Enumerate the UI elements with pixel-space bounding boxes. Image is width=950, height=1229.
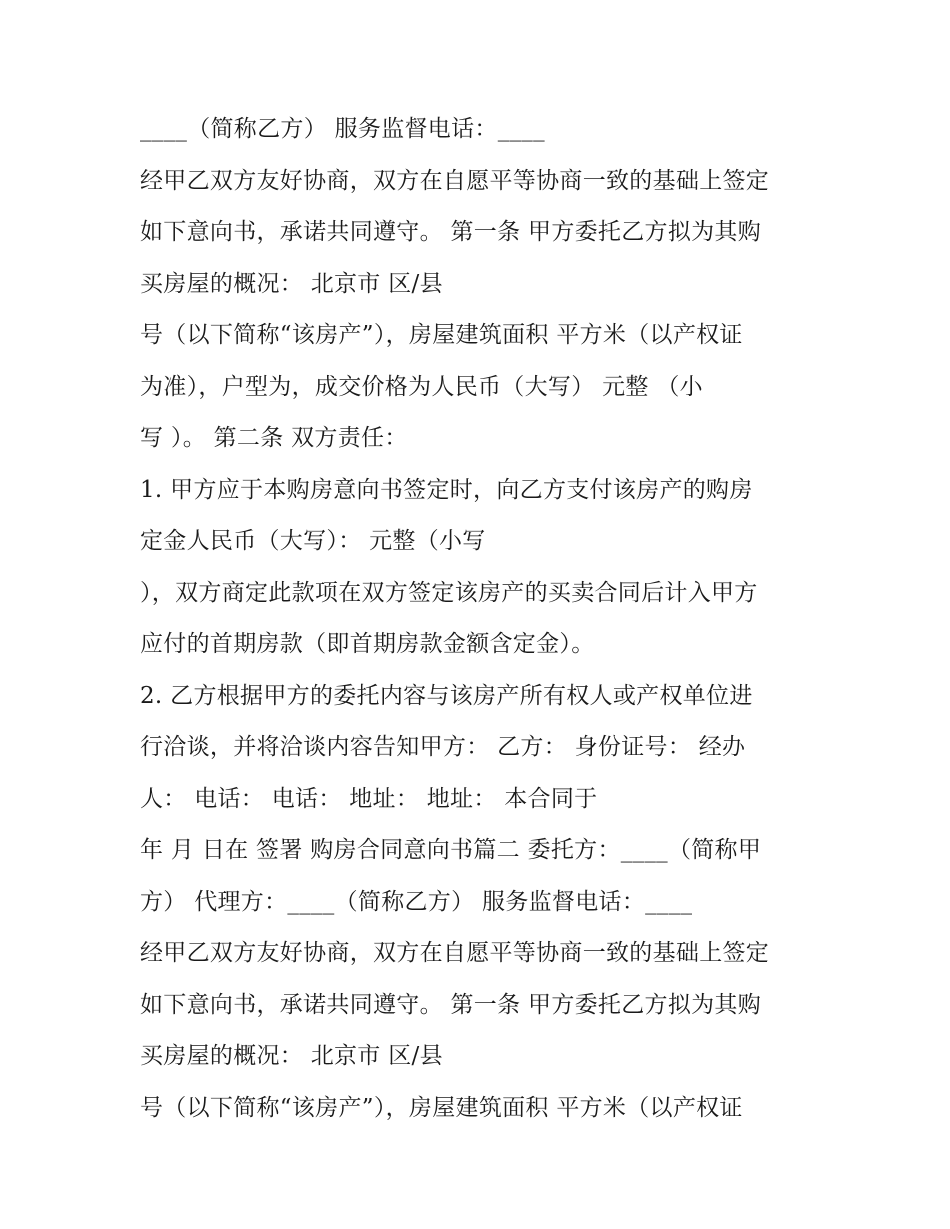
text-line: 定金人民币（大写）： 元整（小写 [140, 528, 486, 554]
text-line: 写 ）。 第二条 双方责任： [140, 425, 408, 451]
text-line: 经甲乙双方友好协商，双方在自愿平等协商一致的基础上签定 [140, 167, 770, 194]
text-line: 1. 甲方应于本购房意向书签定时，向乙方支付该房产的购房 [140, 476, 753, 503]
text-line: 号（以下简称“该房产”），房屋建筑面积 平方米（以产权证 [140, 322, 743, 348]
text-line: 人： 电话： 电话： 地址： 地址： 本合同于 [140, 785, 598, 812]
text-line: 方） 代理方：____（简称乙方） 服务监督电话：____ [140, 888, 693, 915]
text-line: 年 月 日在 签署 购房合同意向书篇二 委托方：____（简称甲 [140, 837, 762, 863]
text-line: 如下意向书，承诺共同遵守。 第一条 甲方委托乙方拟为其购 [140, 219, 762, 245]
text-line: ），双方商定此款项在双方签定该房产的买卖合同后计入甲方 [140, 579, 758, 606]
text-line: 2. 乙方根据甲方的委托内容与该房产所有权人或产权单位进 [140, 682, 753, 709]
document-body [140, 104, 830, 1134]
text-line: 为准），户型为，成交价格为人民币（大写） 元整 （小 [140, 373, 703, 400]
text-line: ____（简称乙方） 服务监督电话：____ [140, 116, 545, 142]
text-line: 买房屋的概况： 北京市 区/县 [140, 270, 443, 297]
text-line: 应付的首期房款（即首期房款金额含定金）。 [140, 631, 595, 657]
text-line: 经甲乙双方友好协商，双方在自愿平等协商一致的基础上签定 [140, 940, 770, 966]
text-line: 买房屋的概况： 北京市 区/县 [140, 1043, 443, 1069]
text-line: 行洽谈，并将洽谈内容告知甲方： 乙方： 身份证号： 经办 [140, 734, 746, 760]
text-line: 如下意向书，承诺共同遵守。 第一条 甲方委托乙方拟为其购 [140, 991, 762, 1018]
text-line: 号（以下简称“该房产”），房屋建筑面积 平方米（以产权证 [140, 1094, 743, 1121]
